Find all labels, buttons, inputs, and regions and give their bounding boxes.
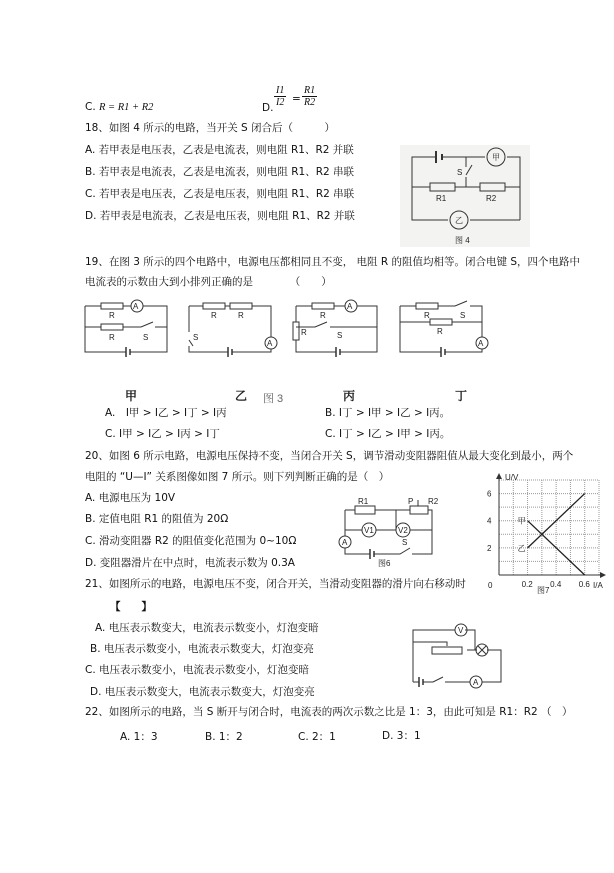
switch-label: S [402,538,408,547]
circuit-label-ding: 丁 [455,389,468,403]
q20-option-c: C. 滑动变阻器 R2 的阻值变化范围为 0~10Ω [85,535,297,547]
ammeter-label: A [342,538,348,547]
resistor-label: R [109,311,115,320]
q19-line1: 19、在图 3 所示的四个电路中，电源电压都相同且不变， 电阻 R 的阻值均相等。闭合电键 S，四个电路中 [85,256,581,268]
q19-option-d: C. I丁 > I乙 > I甲 > I丙。 [325,428,451,440]
q22-option-b: B. 1：2 [205,731,243,743]
y-tick-label: 2 [487,543,492,553]
circuit-label-yi: 乙 [235,389,248,403]
q18-option-a: A. 若甲表是电压表，乙表是电流表，则电阻 R1、R2 并联 [85,144,354,156]
r2-label: R2 [428,497,439,506]
q17-fraction-left: $\frac{I1}{I2}$ [276,85,285,108]
q21-option-a: A. 电压表示数变大，电流表示数变小，灯泡变暗 [95,622,319,634]
ammeter-label: A [267,339,273,348]
equals-sign: = [292,93,301,105]
q18-stem: 18、如图 4 所示的电路，当开关 S 闭合后（ ） [85,122,336,134]
q17-option-c: C. R = R1 + R2 [85,101,154,113]
ammeter-label: A [347,302,353,311]
q19-option-b: B. I丁 > I甲 > I乙 > I丙。 [325,407,451,419]
q22-stem: 22、如图所示的电路，当 S 断开与闭合时，电流表的两次示数之比是 1：3，由此可知是 R1：R2 （ ） [85,706,573,718]
figure-caption: 图7 [537,586,550,595]
resistor-label: R [109,333,115,342]
origin-label: 0 [488,581,493,590]
ammeter-label: A [133,302,139,311]
circuit-label-jia: 甲 [125,389,138,403]
q17-option-d-label: D. [262,102,274,114]
switch-label: S [193,333,199,342]
q19-line2: 电流表的示数由大到小排列正确的是 （ ） [85,276,332,288]
resistor-label: R [424,311,430,320]
q21-option-b: B. 电压表示数变小，电流表示数变大，灯泡变亮 [90,643,314,655]
figure-3-circuits [85,300,485,405]
voltmeter-label: V [458,626,464,635]
y-axis-label: U/V [505,473,519,482]
y-tick-label: 6 [487,489,492,499]
q18-option-c: C. 若甲表是电压表，乙表是电压表，则电阻 R1、R2 串联 [85,188,355,200]
q20-option-b: B. 定值电阻 R1 的阻值为 20Ω [85,513,229,525]
q21-circuit [405,622,510,694]
figure-7-chart [475,470,610,595]
q18-option-d: D. 若甲表是电流表，乙表是电压表，则电阻 R1、R2 并联 [85,210,355,222]
v2-label: V2 [398,526,408,535]
q21-answer-bracket: 【 】 [110,601,152,613]
meter-yi-label: 乙 [455,216,463,225]
series-line-1 [528,494,585,548]
x-tick-label: 0.6 [578,580,590,589]
q22-option-a: A. 1：3 [120,731,158,743]
figure-caption: 图 4 [455,236,470,245]
r1-label: R1 [436,194,447,203]
series-label: 乙 [517,543,526,553]
q20-line1: 20、如图 6 所示电路，电源电压保持不变，当闭合开关 S，调节滑动变阻器阻值从最大变化到最小，两个 [85,450,574,462]
figure-4-circuit [400,145,530,247]
switch-label: S [337,331,343,340]
q20-option-a: A. 电源电压为 10V [85,492,176,504]
q18-option-b: B. 若甲表是电流表，乙表是电流表，则电阻 R1、R2 串联 [85,166,355,178]
slider-p-label: P [408,497,414,506]
q20-line2: 电阻的 “U—I” 关系图像如图 7 所示。则下列判断正确的是（ ） [85,471,390,483]
figure-caption: 图 3 [263,393,284,405]
resistor-label: R [211,311,217,320]
x-tick-label: 0.2 [521,580,533,589]
series-label: 甲 [517,516,526,526]
x-tick-label: 0.4 [550,580,562,589]
ammeter-label: A [473,678,479,687]
circuit-label-bing: 丙 [343,389,356,403]
q20-option-d: D. 变阻器滑片在中点时，电流表示数为 0.3A [85,557,295,569]
y-tick-label: 4 [487,516,492,526]
x-axis-label: I/A [593,581,603,590]
figure-caption: 图6 [378,559,391,568]
ammeter-label: A [478,339,484,348]
switch-label: S [460,311,466,320]
switch-label: S [457,168,463,177]
q22-option-c: C. 2：1 [298,731,336,743]
r2-label: R2 [486,194,497,203]
q21-option-d: D. 电压表示数变大，电流表示数变大，灯泡变亮 [90,686,315,698]
resistor-label: R [238,311,244,320]
q19-option-a: A. I甲 > I乙 > I丁 > I丙 [105,407,227,419]
q22-option-d: D. 3：1 [382,730,421,742]
switch-label: S [143,333,149,342]
resistor-label: R [437,327,443,336]
resistor-label: R [301,328,307,337]
v1-label: V1 [364,526,374,535]
q19-option-c: C. I甲 > I乙 > I丙 > I丁 [105,428,220,440]
q17-fraction-right: $\frac{R1}{R2}$ [304,85,316,108]
figure-6-circuit [340,497,439,568]
q21-option-c: C. 电压表示数变小，电流表示数变小，灯泡变暗 [85,664,310,676]
meter-jia-label: 甲 [492,153,500,162]
q21-stem: 21、如图所示的电路，电源电压不变，闭合开关，当滑动变阻器的滑片向右移动时 [85,578,466,590]
resistor-label: R [320,311,326,320]
r1-label: R1 [358,497,369,506]
